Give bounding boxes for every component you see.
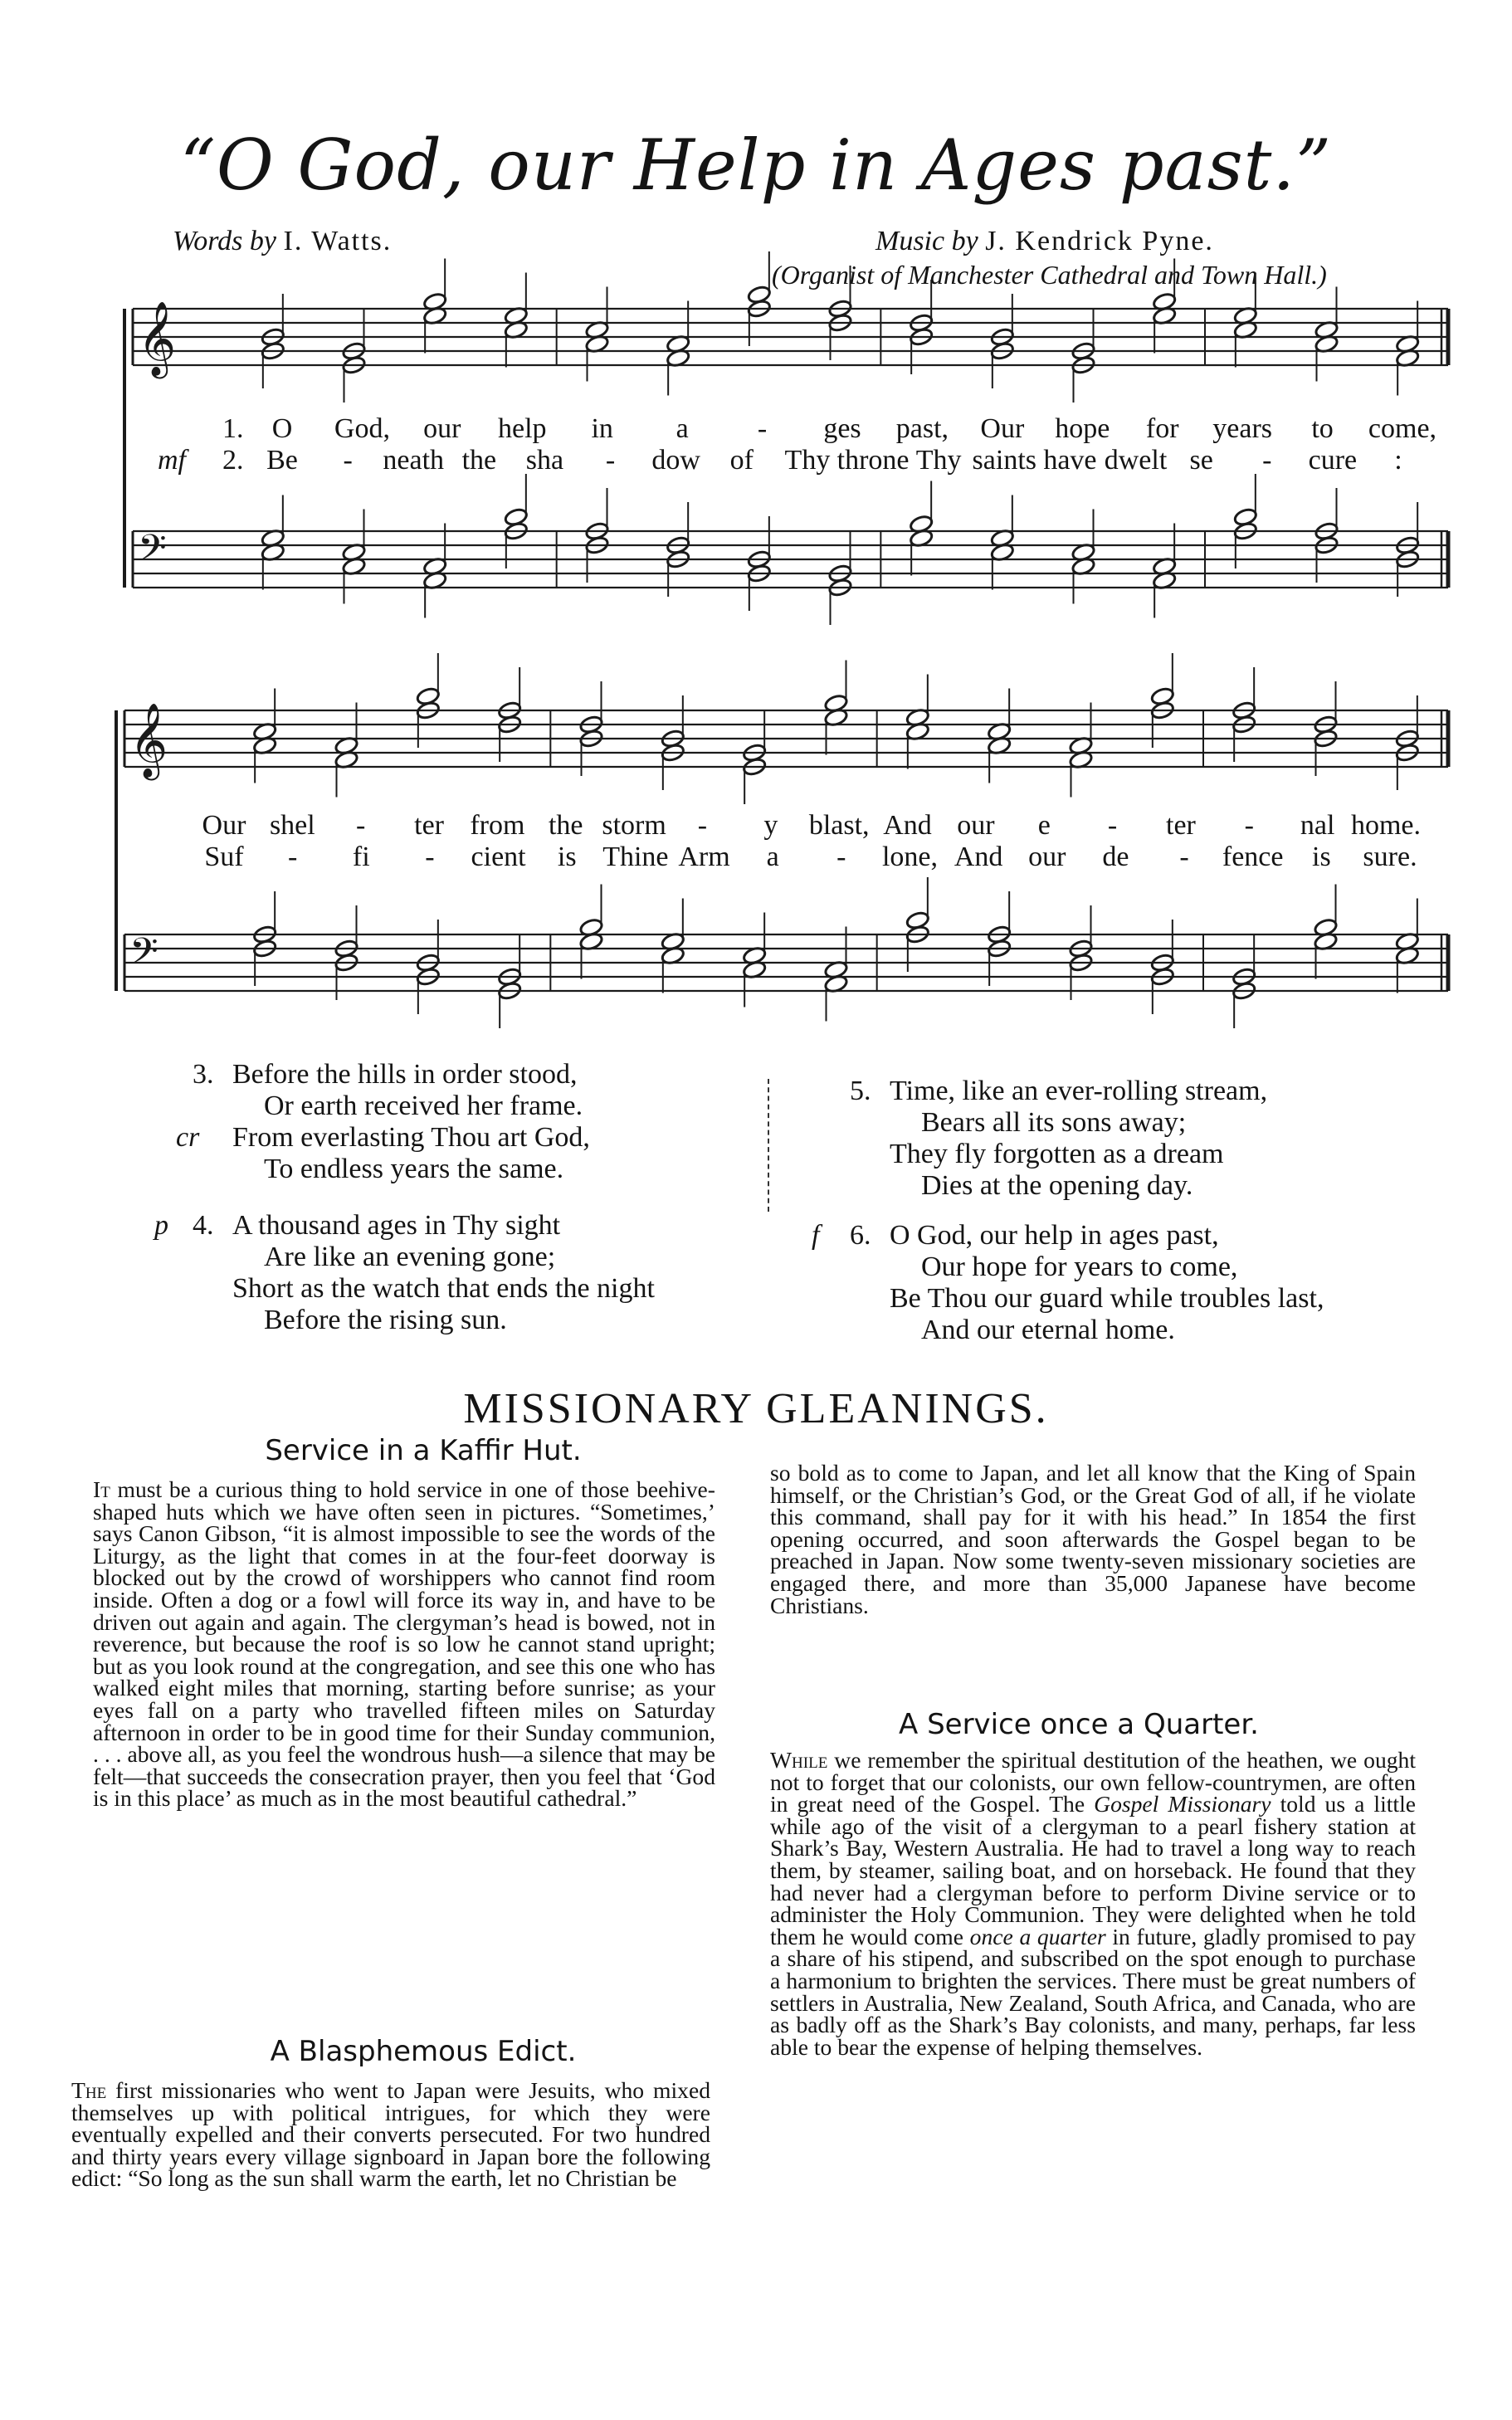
system2-verse1-syllable: nal	[1300, 810, 1335, 841]
system1-verse1-syllable: Our	[980, 413, 1025, 444]
system2-verse2-syllable: a	[766, 842, 779, 872]
system2-verse2-syllable: sure.	[1363, 842, 1417, 872]
verse-mark: cr	[176, 1122, 200, 1153]
article3-italic-b: once a quarter	[969, 1923, 1106, 1949]
verse-line: Bears all its sons away;	[921, 1107, 1187, 1138]
article2-text: first missionaries who went to Japan were Jesuits, who mixed themselves up with political intrigues, for which they were eventually expelled and their converts persecuted. For two hundred and thirty years every village signboard in Japan bore the following edict: “So long as the sun shall warm the earth, let no Christian be	[71, 2077, 710, 2192]
system2-verse1-syllable: e	[1037, 810, 1051, 841]
system2-verse1-syllable: our	[957, 810, 995, 841]
words-by-label: Words by	[173, 226, 276, 256]
hymn-title: “O God, our Help in Ages past.”	[179, 124, 1333, 206]
system1-verse1-syllable: our	[423, 413, 461, 444]
system2-verse2-syllable: is	[557, 842, 577, 872]
article3-text-b: told us a little while ago of the visit of a clergyman to a pearl fishery station at Shark’s Bay, Western Australia. He had to travel a long way to reach them, by steamer, sailing boat, and on horseback. He found that they had never had a clergyman before to perform Divine service or to administer the Holy Communion. They were delighted when he told them he would come	[770, 1791, 1416, 1949]
system1-verse2-syllable: Thy	[915, 445, 962, 476]
system1-verse1-syllable: to	[1311, 413, 1334, 444]
verse-line: Before the hills in order stood,	[232, 1059, 578, 1090]
system2-verse1-syllable: -	[1244, 810, 1254, 841]
music-by-name: J. Kendrick Pyne.	[985, 226, 1214, 256]
system1-verse2-syllable: dow	[651, 445, 700, 476]
words-by-name: I. Watts.	[283, 226, 393, 256]
system1-verse1-syllable: ges	[823, 413, 861, 444]
verse-number: 5.	[850, 1076, 871, 1106]
verse-line: O God, our help in ages past,	[890, 1220, 1219, 1251]
article3-body	[770, 1749, 1416, 2058]
verse-line: And our eternal home.	[921, 1315, 1175, 1345]
verse-line: From everlasting Thou art God,	[232, 1122, 590, 1153]
treble-clef: 𝄞	[129, 703, 168, 778]
system2-verse2-syllable: Arm	[678, 842, 730, 872]
system2-verse2-syllable: de	[1102, 842, 1129, 872]
verse-dynamic: f	[812, 1220, 820, 1251]
verse-line: Be Thou our guard while troubles last,	[890, 1283, 1324, 1314]
verse-line: Time, like an ever-rolling stream,	[890, 1076, 1268, 1106]
system2-verse1-syllable: -	[697, 810, 708, 841]
verse-line: Our hope for years to come,	[921, 1251, 1238, 1282]
system1-verse2-syllable: neath	[383, 445, 445, 476]
system1-verse2-syllable: throne	[836, 445, 910, 476]
verse-line: Short as the watch that ends the night	[232, 1273, 655, 1304]
system2-verse1-syllable: ter	[1166, 810, 1196, 841]
verse-line: Or earth received her frame.	[264, 1090, 583, 1121]
dynamic-mf: mf	[158, 445, 186, 476]
system1-verse2-syllable: the	[461, 445, 497, 476]
system1-verse2-syllable: Be	[266, 445, 298, 476]
system2-verse1-syllable: storm	[602, 810, 666, 841]
system2-verse2-syllable: And	[954, 842, 1003, 872]
music-by-label: Music by	[875, 226, 978, 256]
system1-verse2-syllable: -	[1262, 445, 1272, 476]
system1-verse1-syllable: O	[271, 413, 293, 444]
organist-note: (Organist of Manchester Cathedral and Town Hall.)	[772, 260, 1327, 290]
verse-number: 4.	[193, 1210, 214, 1241]
system1-verse2-syllable: cure	[1308, 445, 1358, 476]
verse-line: Dies at the opening day.	[921, 1170, 1193, 1201]
system1-verse1-syllable: -	[757, 413, 768, 444]
article3-text-c: in future, gladly promised to pay a share of his stipend, and subscribed on the spot enough to purchase a harmonium to brighten the services. There must be great numbers of settlers in Australia, New Zealand, South Africa, and Canada, who are as badly off as the Shark’s Bay colonists, and many, perhaps, far less able to bear the expense of helping themselves.	[770, 1923, 1416, 2060]
verse-divider	[768, 1079, 771, 1212]
verse-number: 3.	[193, 1059, 214, 1090]
system1-verse2-syllable: -	[605, 445, 616, 476]
article2-continuation: so bold as to come to Japan, and let all know that the King of Spain himself, or the Christian’s God, or the Great God of all, if he violate this command, shall pay for it with his head.” In 1854 the first opening occurred, and soon afterwards the Gospel began to be preached in Japan. Now some twenty-seven missionary societies are engaged there, and more than 35,000 Japanese have become Christians.	[770, 1460, 1416, 1618]
system1-verse2-syllable: -	[343, 445, 353, 476]
system2-verse1-syllable: -	[356, 810, 366, 841]
verse-line: Before the rising sun.	[264, 1305, 507, 1335]
bass-clef: 𝄢	[138, 526, 167, 578]
system1-verse2-syllable: sha	[525, 445, 564, 476]
system2-verse2-syllable: lone,	[881, 842, 938, 872]
system2-verse2-syllable: is	[1312, 842, 1331, 872]
system1-verse2-syllable: saints	[972, 445, 1037, 476]
system2-verse2-syllable: -	[836, 842, 846, 872]
system1-verse2-syllable: se	[1189, 445, 1213, 476]
system1-verse1-syllable: help	[498, 413, 547, 444]
verse1-number: 1.	[222, 413, 244, 444]
system2-verse1-syllable: from	[470, 810, 525, 841]
system1-verse2-syllable: :	[1394, 445, 1402, 476]
article1-body	[93, 1476, 715, 1812]
treble-clef: 𝄞	[138, 301, 177, 376]
system2-verse2-syllable: -	[1179, 842, 1189, 872]
system2-verse2-syllable: -	[425, 842, 435, 872]
system1-verse1-syllable: past,	[895, 413, 949, 444]
article3-heading: A Service once a Quarter.	[899, 1708, 1259, 1741]
system2-verse2-syllable: cient	[471, 842, 526, 872]
system2-verse2-syllable: Suf	[204, 842, 244, 872]
article3-italic-a: Gospel Missionary	[1094, 1791, 1271, 1817]
verse2-number: 2.	[222, 445, 244, 476]
system1-verse1-syllable: in	[591, 413, 613, 444]
system2-verse1-syllable: Our	[202, 810, 246, 841]
article1-heading: Service in a Kaffir Hut.	[265, 1434, 582, 1467]
article1-text: must be a curious thing to hold service in one of those beehive-shaped huts which we have often seen in pictures. “Sometimes,’ says Canon Gibson, “it is almost impossible to see the words of the Liturgy, as the light that comes in at the four-feet doorway is blocked out by the crowd of worshippers who cannot find room inside. Often a dog or a fowl will force its way in, and have to be driven out again and again. The clergyman’s head is bowed, not in reverence, but because the roof is so low he cannot stand upright; but as you look round at the congregation, and see this one who has walked eight miles that morning, starting before sunrise; as your eyes fall on a party who travelled fifteen miles on Saturday afternoon in order to be in good time for their Sunday communion, . . . above all, as you feel the wondrous hush—a silence that may be felt—that succeeds the consecration prayer, then you feel that ‘God is in this place’ as much as in the most beautiful cathedral.”	[93, 1476, 715, 1812]
article3-text-a: we remember the spiritual destitution of the heathen, we ought not to forget that our colonists, our own fellow-countrymen, are often in great need of the Gospel. The	[770, 1747, 1416, 1817]
system2-verse2-syllable: -	[287, 842, 298, 872]
system2-verse2-syllable: our	[1028, 842, 1066, 872]
system2-verse2-syllable: fence	[1222, 842, 1284, 872]
verse-dynamic: p	[154, 1210, 168, 1241]
system1-verse1-syllable: God,	[334, 413, 390, 444]
system1-verse1-syllable: years	[1212, 413, 1273, 444]
system2-verse1-syllable: y	[763, 810, 778, 841]
system1-verse1-syllable: for	[1145, 413, 1179, 444]
bass-clef: 𝄢	[129, 929, 159, 982]
system1-verse1-syllable: hope	[1055, 413, 1110, 444]
system1-verse2-syllable: of	[729, 445, 754, 476]
article1-dropcap: It	[93, 1476, 110, 1502]
system2-verse1-syllable: -	[1107, 810, 1118, 841]
verse-line: A thousand ages in Thy sight	[232, 1210, 561, 1241]
article2-body	[71, 2077, 710, 2192]
verse-line: Are like an evening gone;	[264, 1242, 556, 1272]
system2-verse1-syllable: ter	[414, 810, 444, 841]
system2-verse1-syllable: blast,	[808, 810, 870, 841]
system2-verse1-syllable: shel	[269, 810, 315, 841]
system1-verse2-syllable: Thy	[784, 445, 831, 476]
system2-verse1-syllable: home.	[1350, 810, 1422, 841]
article2-dropcap: The	[71, 2077, 107, 2103]
system2-verse1-syllable: the	[548, 810, 583, 841]
system2-verse2-syllable: Thine	[602, 842, 669, 872]
verse-number: 6.	[850, 1220, 871, 1251]
music-score	[0, 0, 1512, 1079]
verse-line: To endless years the same.	[264, 1154, 564, 1184]
system1-verse2-syllable: dwelt	[1104, 445, 1168, 476]
system2-verse2-syllable: fi	[352, 842, 370, 872]
system1-verse1-syllable: come,	[1368, 413, 1437, 444]
verse-line: They fly forgotten as a dream	[890, 1139, 1224, 1169]
system1-verse1-syllable: a	[676, 413, 689, 444]
system2-verse1-syllable: And	[883, 810, 932, 841]
gleanings-title: MISSIONARY GLEANINGS.	[463, 1385, 1049, 1432]
article2-heading: A Blasphemous Edict.	[270, 2035, 577, 2068]
system1-verse2-syllable: have	[1043, 445, 1097, 476]
article3-dropcap: While	[770, 1747, 828, 1773]
